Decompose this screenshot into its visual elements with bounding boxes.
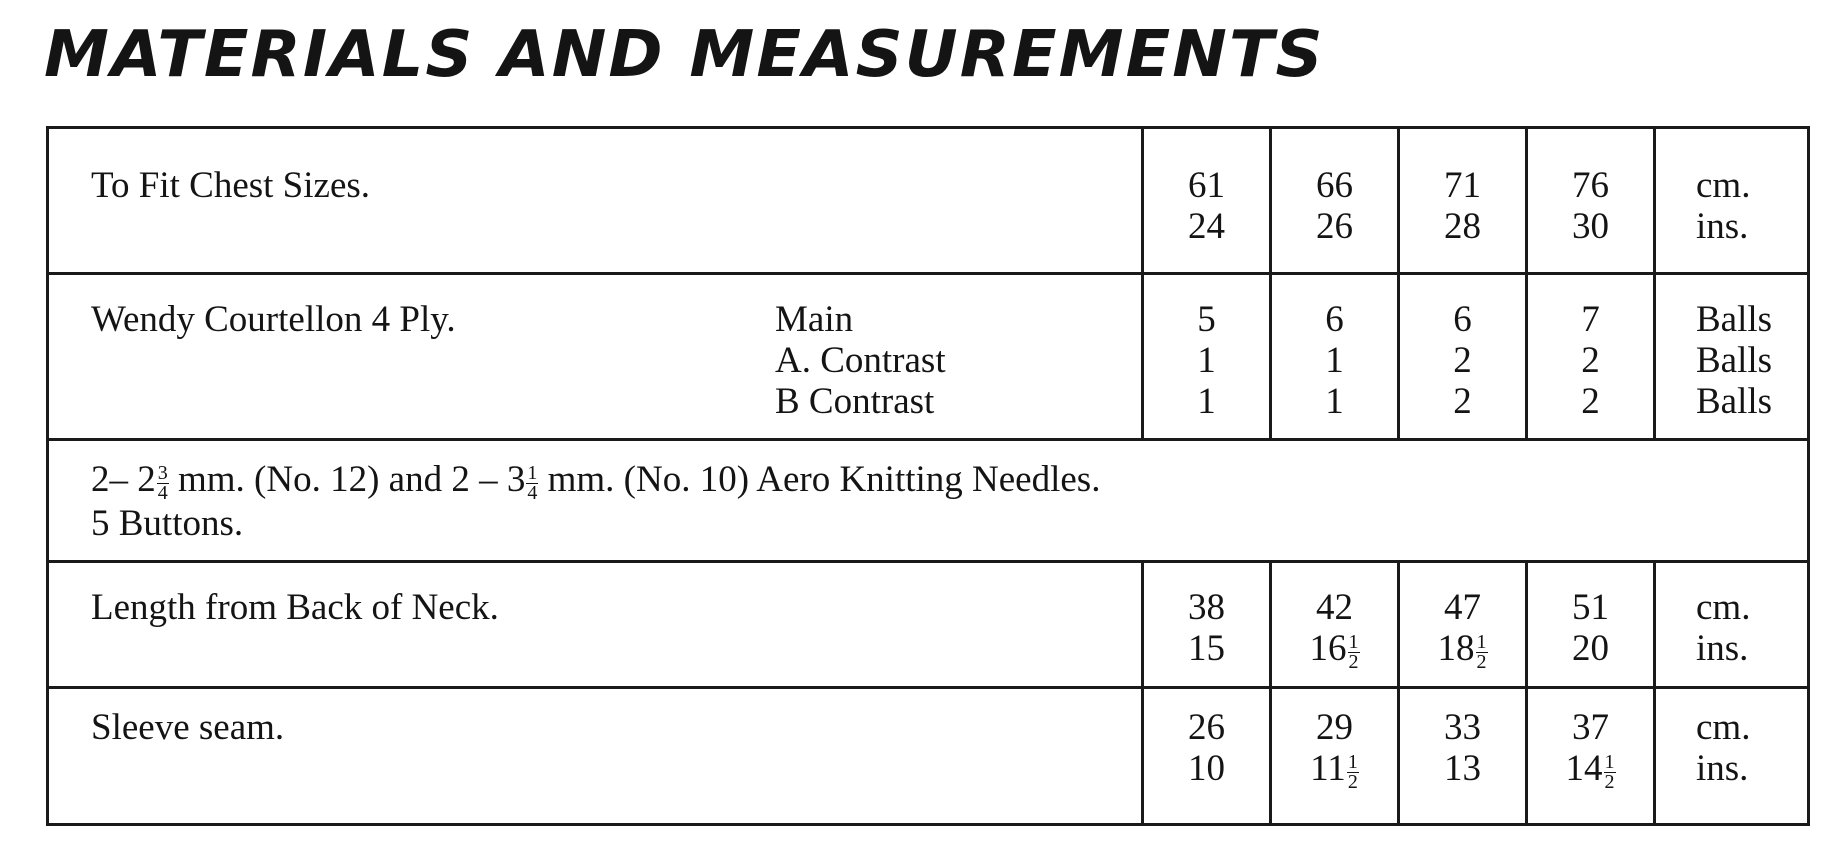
length-row [49,563,1807,689]
sleeve-cm-1: 26 [1188,707,1225,748]
length-column-3 [1397,563,1525,686]
fraction-denominator: 2 [1604,771,1615,793]
yarn-a-3: 2 [1453,340,1472,381]
length-unit-column [1653,563,1807,686]
yarn-a-1: 1 [1197,340,1216,381]
fraction-one-half [1348,633,1360,672]
length-unit-cm: cm. [1696,587,1751,628]
needles-text-part-2: mm. (No. 12) and 2 – 3 [168,459,526,500]
fraction-numerator: 3 [157,462,168,484]
needles-line [91,459,1100,503]
unit-column [1653,129,1807,272]
size-column-1 [1141,129,1269,272]
fraction-numerator: 1 [1348,631,1359,653]
fraction-numerator: 1 [1476,631,1487,653]
yarn-main-3: 6 [1453,299,1472,340]
sleeve-cm-2: 29 [1316,707,1353,748]
size-column-3 [1397,129,1525,272]
length-column-4 [1525,563,1653,686]
fraction-numerator: 1 [1604,751,1615,773]
yarn-sublabels [775,299,946,422]
length-cm-3: 47 [1444,587,1481,628]
size-column-4 [1525,129,1653,272]
needles-row [49,441,1807,563]
sleeve-column-2 [1269,689,1397,823]
fraction-one-half [1347,753,1359,792]
sleeve-cm-3: 33 [1444,707,1481,748]
length-ins-whole-2: 16 [1309,628,1347,669]
yarn-main-4: 7 [1581,299,1600,340]
page-title: MATERIALS AND MEASUREMENTS [44,18,1325,92]
needles-text [91,459,1100,544]
sleeve-ins-whole-2: 11 [1310,748,1346,789]
size-column-2 [1269,129,1397,272]
unit-ins: ins. [1696,206,1749,247]
yarn-unit-main: Balls [1696,299,1773,340]
fraction-denominator: 2 [1348,651,1359,673]
yarn-column-3 [1397,275,1525,438]
yarn-column-1 [1141,275,1269,438]
yarn-a-4: 2 [1581,340,1600,381]
chest-cm-4: 76 [1572,165,1609,206]
sleeve-label: Sleeve seam. [91,707,285,748]
yarn-sublabel-b-contrast: B Contrast [775,381,935,422]
fraction-one-half [1604,753,1616,792]
fraction-numerator: 1 [527,462,538,484]
chest-cm-1: 61 [1188,165,1225,206]
fraction-numerator: 1 [1347,751,1358,773]
sleeve-column-1 [1141,689,1269,823]
sleeve-ins-4 [1528,748,1653,792]
yarn-row [49,275,1807,441]
yarn-label: Wendy Courtellon 4 Ply. [91,299,456,340]
yarn-sublabel-main: Main [775,299,854,340]
yarn-unit-column [1653,275,1807,438]
chest-size-row [49,129,1807,275]
chest-ins-3: 28 [1444,206,1481,247]
unit-cm: cm. [1696,165,1751,206]
length-unit-ins: ins. [1696,628,1749,669]
fraction-denominator: 2 [1347,771,1358,793]
length-column-2 [1269,563,1397,686]
length-label: Length from Back of Neck. [91,587,499,628]
sleeve-ins-2 [1272,748,1397,792]
sleeve-ins-whole-4: 14 [1565,748,1603,789]
chest-ins-1: 24 [1188,206,1225,247]
sleeve-ins-whole-1: 10 [1188,748,1225,789]
yarn-main-1: 5 [1197,299,1216,340]
chest-cm-3: 71 [1444,165,1481,206]
chest-ins-2: 26 [1316,206,1353,247]
sleeve-column-3 [1397,689,1525,823]
yarn-sublabel-a-contrast: A. Contrast [775,340,946,381]
length-column-1 [1141,563,1269,686]
length-ins-whole-1: 15 [1188,628,1225,669]
yarn-b-4: 2 [1581,381,1600,422]
length-ins-whole-4: 20 [1572,628,1609,669]
sleeve-ins-1 [1144,748,1269,789]
chest-size-label: To Fit Chest Sizes. [91,165,371,206]
length-ins-whole-3: 18 [1437,628,1475,669]
fraction-one-half [1476,633,1488,672]
yarn-b-2: 1 [1325,381,1344,422]
sleeve-unit-ins: ins. [1696,748,1749,789]
fraction-three-quarters [157,464,169,503]
chest-ins-4: 30 [1572,206,1609,247]
length-cm-4: 51 [1572,587,1609,628]
yarn-b-1: 1 [1197,381,1216,422]
length-ins-2 [1272,628,1397,672]
sleeve-row [49,689,1807,823]
length-cm-2: 42 [1316,587,1353,628]
length-ins-3 [1400,628,1525,672]
length-ins-4 [1528,628,1653,669]
yarn-unit-a: Balls [1696,340,1773,381]
buttons-line: 5 Buttons. [91,503,244,544]
sleeve-unit-cm: cm. [1696,707,1751,748]
sleeve-ins-3 [1400,748,1525,789]
sleeve-cm-4: 37 [1572,707,1609,748]
fraction-denominator: 2 [1476,651,1487,673]
length-cm-1: 38 [1188,587,1225,628]
yarn-column-2 [1269,275,1397,438]
sleeve-unit-column [1653,689,1807,823]
fraction-one-quarter [526,464,538,503]
yarn-a-2: 1 [1325,340,1344,381]
materials-table [46,126,1810,826]
yarn-unit-b: Balls [1696,381,1773,422]
sleeve-column-4 [1525,689,1653,823]
needles-text-part-3: mm. (No. 10) Aero Knitting Needles. [538,459,1101,500]
needles-text-part-1: 2– 2 [91,459,156,500]
yarn-b-3: 2 [1453,381,1472,422]
sleeve-ins-whole-3: 13 [1444,748,1481,789]
fraction-denominator: 4 [527,482,538,504]
fraction-denominator: 4 [157,482,168,504]
yarn-column-4 [1525,275,1653,438]
chest-cm-2: 66 [1316,165,1353,206]
yarn-main-2: 6 [1325,299,1344,340]
length-ins-1 [1144,628,1269,669]
